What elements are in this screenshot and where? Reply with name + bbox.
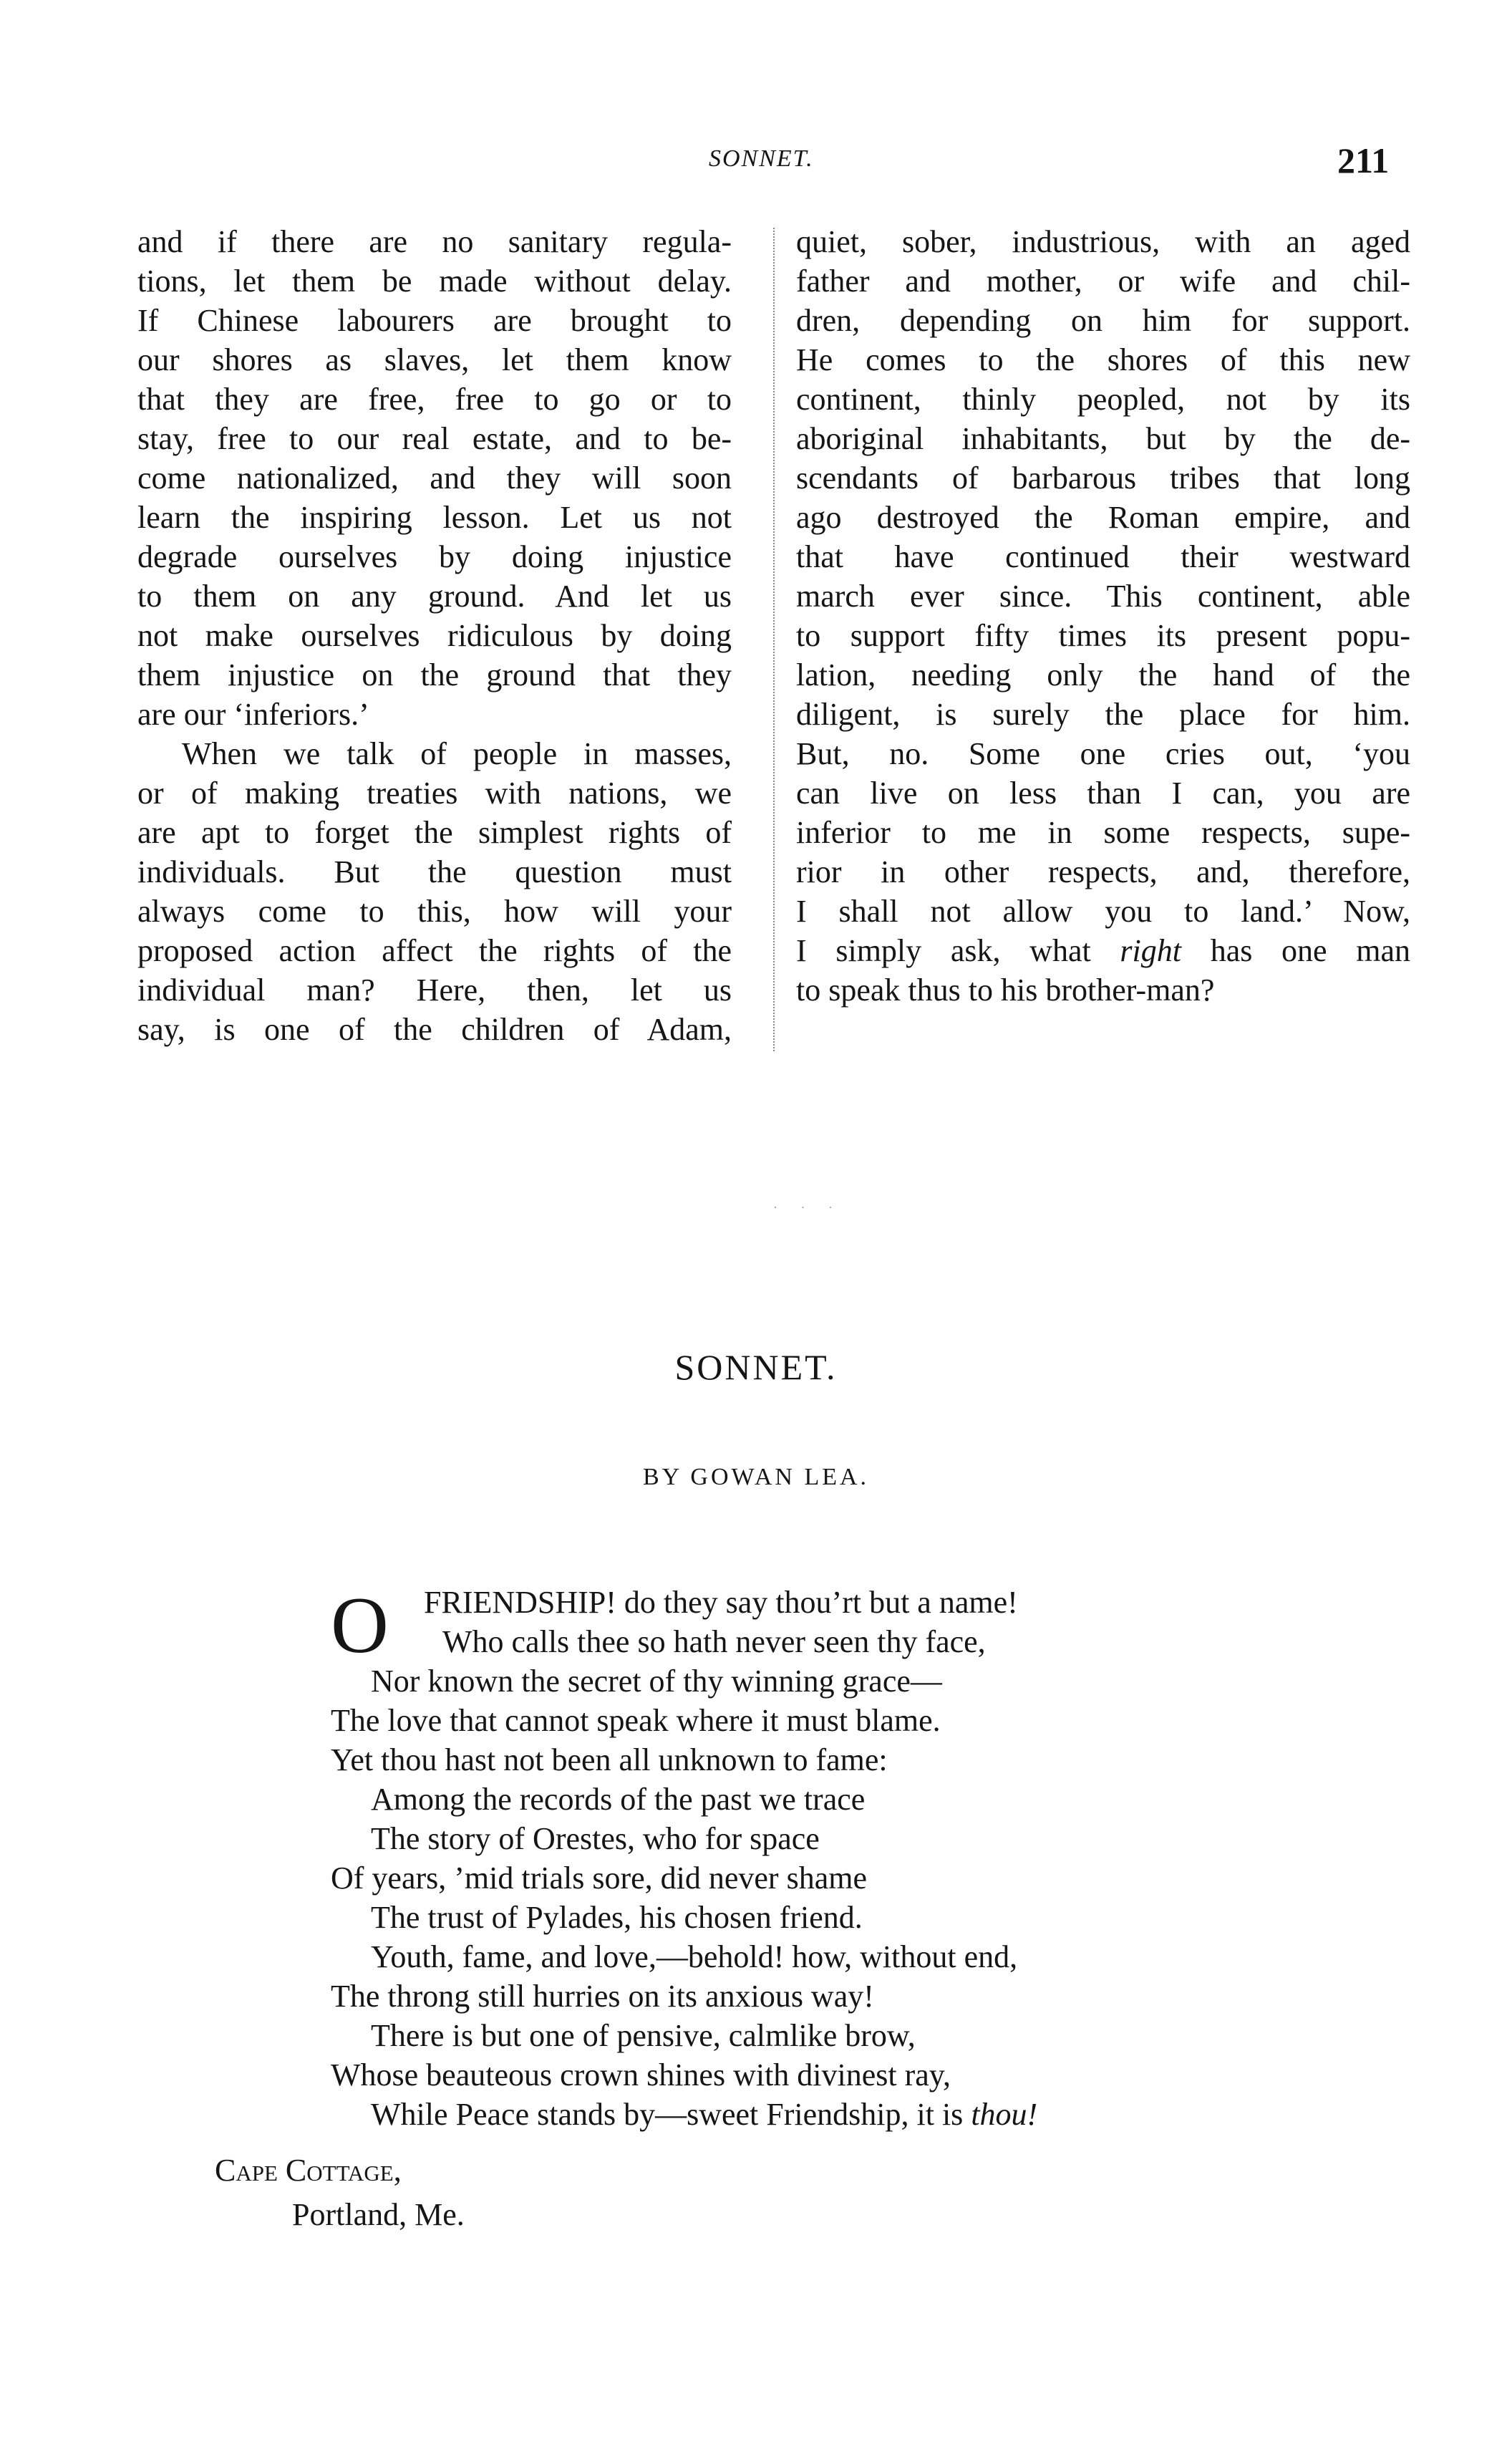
column-divider bbox=[773, 228, 775, 1051]
poem-line: FRIENDSHIP! do they say thou’rt but a name! bbox=[424, 1585, 1018, 1620]
poem-line: The story of Orestes, who for space bbox=[371, 1821, 820, 1856]
essay-line: When we talk of people in masses, bbox=[182, 736, 732, 771]
poem-line: Nor known the secret of thy winning grace— bbox=[371, 1664, 942, 1699]
poem-line: There is but one of pensive, calmlike brow, bbox=[371, 2018, 916, 2053]
poem-line: The trust of Pylades, his chosen friend. bbox=[371, 1900, 863, 1935]
poem-author: BY GOWAN LEA. bbox=[642, 1464, 870, 1490]
essay-line: scendants of barbarous tribes that long bbox=[796, 460, 1410, 496]
essay-line: ago destroyed the Roman empire, and bbox=[796, 500, 1410, 535]
essay-line: tions, let them be made without delay. bbox=[137, 264, 732, 299]
poem-line: Yet thou hast not been all unknown to fame: bbox=[331, 1742, 888, 1777]
essay-line-part: has one man bbox=[1210, 933, 1411, 968]
essay-line-with-italic bbox=[796, 931, 1410, 970]
poem-line: The throng still hurries on its anxious way! bbox=[331, 1979, 874, 2014]
essay-right-column bbox=[796, 222, 1410, 1010]
running-head bbox=[0, 140, 1512, 188]
essay-line: I shall not allow you to land.’ Now, bbox=[796, 894, 1410, 929]
essay-line: aboriginal inhabitants, but by the de- bbox=[796, 421, 1410, 456]
place-line: Portland, Me. bbox=[292, 2197, 465, 2232]
essay-line: are our ‘inferiors.’ bbox=[137, 697, 369, 732]
sonnet-body bbox=[331, 1583, 1261, 2134]
poem-line: Among the records of the past we trace bbox=[371, 1782, 866, 1817]
essay-line: But, no. Some one cries out, ‘you bbox=[796, 736, 1410, 771]
essay-line: rior in other respects, and, therefore, bbox=[796, 854, 1410, 889]
essay-line: that have continued their westward bbox=[796, 539, 1410, 574]
essay-line: that they are free, free to go or to bbox=[137, 382, 732, 417]
essay-line: march ever since. This continent, able bbox=[796, 579, 1410, 614]
essay-line: to them on any ground. And let us bbox=[137, 579, 732, 614]
essay-line: quiet, sober, industrious, with an aged bbox=[796, 224, 1410, 259]
running-title: SONNET. bbox=[709, 145, 814, 172]
essay-line: continent, thinly peopled, not by its bbox=[796, 382, 1410, 417]
poem-line: Youth, fame, and love,—behold! how, without end, bbox=[371, 1939, 1018, 1974]
essay-line: individual man? Here, then, let us bbox=[137, 972, 732, 1008]
essay-line: inferior to me in some respects, supe- bbox=[796, 815, 1410, 850]
poem-line: Who calls thee so hath never seen thy face, bbox=[442, 1624, 986, 1659]
essay-line: always come to this, how will your bbox=[137, 894, 732, 929]
essay-line: are apt to forget the simplest rights of bbox=[137, 815, 732, 850]
essay-line: or of making treaties with nations, we bbox=[137, 776, 732, 811]
section-ornament: · · · bbox=[773, 1200, 843, 1215]
essay-line: them injustice on the ground that they bbox=[137, 657, 732, 692]
italic-word: thou! bbox=[971, 2097, 1038, 2132]
essay-line: diligent, is surely the place for him. bbox=[796, 697, 1410, 732]
essay-line: He comes to the shores of this new bbox=[796, 342, 1410, 377]
essay-line: degrade ourselves by doing injustice bbox=[137, 539, 732, 574]
essay-line: proposed action affect the rights of the bbox=[137, 933, 732, 968]
essay-line: and if there are no sanitary regula- bbox=[137, 224, 732, 259]
page-number: 211 bbox=[1337, 140, 1390, 180]
essay-line-part: I simply ask, what bbox=[796, 933, 1091, 968]
essay-line: come nationalized, and they will soon bbox=[137, 460, 732, 496]
essay-line: our shores as slaves, let them know bbox=[137, 342, 732, 377]
drop-cap: O bbox=[331, 1581, 389, 1670]
place-signature bbox=[215, 2148, 465, 2237]
poem-line: Of years, ’mid trials sore, did never shame bbox=[331, 1860, 867, 1896]
essay-line: learn the inspiring lesson. Let us not bbox=[137, 500, 732, 535]
poem-line-part: While Peace stands by—sweet Friendship, it is bbox=[371, 2097, 964, 2132]
place-line: Cape Cottage, bbox=[215, 2153, 402, 2188]
essay-line: say, is one of the children of Adam, bbox=[137, 1012, 732, 1047]
poem-line: Whose beauteous crown shines with divinest ray, bbox=[331, 2057, 951, 2093]
poem-line-with-italic bbox=[331, 2095, 1261, 2134]
essay-line: father and mother, or wife and chil- bbox=[796, 264, 1410, 299]
essay-line: individuals. But the question must bbox=[137, 854, 732, 889]
essay-line: can live on less than I can, you are bbox=[796, 776, 1410, 811]
essay-line: to speak thus to his brother-man? bbox=[796, 972, 1215, 1008]
poem-title: SONNET. bbox=[674, 1347, 838, 1387]
italic-word: right bbox=[1120, 933, 1181, 968]
poem-line: The love that cannot speak where it must blame. bbox=[331, 1703, 941, 1738]
essay-line: lation, needing only the hand of the bbox=[796, 657, 1410, 692]
essay-line: If Chinese labourers are brought to bbox=[137, 303, 732, 338]
essay-left-column bbox=[137, 222, 732, 1049]
essay-line: not make ourselves ridiculous by doing bbox=[137, 618, 732, 653]
essay-line: to support fifty times its present popu- bbox=[796, 618, 1410, 653]
essay-line: dren, depending on him for support. bbox=[796, 303, 1410, 338]
essay-line: stay, free to our real estate, and to be- bbox=[137, 421, 732, 456]
